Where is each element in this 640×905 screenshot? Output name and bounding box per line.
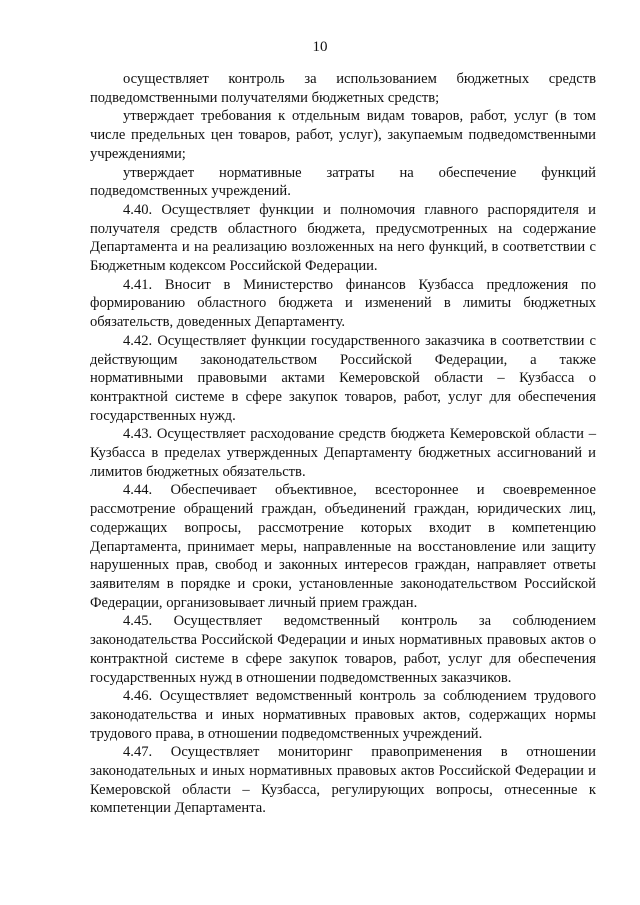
document-body bbox=[90, 70, 596, 818]
paragraph-4-46: 4.46. Осуществляет ведомственный контроль за соблюдением трудового законодательства и иных нормативных правовых актов, содержащих нормы трудового права, в отношении подведомственных учреждений. bbox=[90, 688, 596, 742]
paragraph-procurement-requirements: утверждает требования к отдельным видам товаров, работ, услуг (в том числе предельных цен товаров, работ, услуг), закупаемым подведомственными учреждениями; bbox=[90, 108, 596, 162]
paragraph-4-44: 4.44. Обеспечивает объективное, всестороннее и своевременное рассмотрение обращений граждан, объединений граждан, юридических лиц, содержащих вопросы, рассмотрение которых входит в компетенцию Департамента, принимает меры, направленные на восстановление или защиту нарушенных прав, свобод и законных интересов граждан, направляет ответы заявителям в порядке и сроки, установленные законодательством Российской Федерации, организовывает личный прием граждан. bbox=[90, 482, 596, 611]
paragraph-normative-costs: утверждает нормативные затраты на обеспечение функций подведомственных учреждений. bbox=[90, 164, 596, 200]
paragraph-4-40: 4.40. Осуществляет функции и полномочия главного распорядителя и получателя средств областного бюджета, предусмотренных на содержание Департамента и на реализацию возложенных на него функций, в соответствии с Бюджетным кодексом Российской Федерации. bbox=[90, 201, 596, 275]
paragraph-4-41: 4.41. Вносит в Министерство финансов Кузбасса предложения по формированию областного бюджета и изменений в лимиты бюджетных обязательств, доведенных Департаменту. bbox=[90, 276, 596, 331]
page-number: 10 bbox=[312, 39, 328, 55]
paragraph-4-43: 4.43. Осуществляет расходование средств бюджета Кемеровской области – Кузбасса в пределах утвержденных Департаменту бюджетных ассигнований и лимитов бюджетных обязательств. bbox=[90, 426, 596, 480]
paragraph-4-42: 4.42. Осуществляет функции государственного заказчика в соответствии с действующим законодательством Российской Федерации, а также нормативными правовыми актами Кемеровской области – Кузбасса о контрактной системе в сфере закупок товаров, работ, услуг для обеспечения государственных нужд. bbox=[90, 332, 596, 424]
paragraph-budget-control: осуществляет контроль за использованием бюджетных средств подведомственными получателями бюджетных средств; bbox=[90, 71, 596, 106]
paragraph-4-45: 4.45. Осуществляет ведомственный контроль за соблюдением законодательства Российской Федерации и иных нормативных правовых актов о контрактной системе в сфере закупок товаров, работ, услуг для обеспечения государственных нужд в отношении подведомственных заказчиков. bbox=[90, 613, 596, 686]
paragraph-4-47: 4.47. Осуществляет мониторинг правоприменения в отношении законодательных и иных нормативных правовых актов Российской Федерации и Кемеровской области – Кузбасса, регулирующих вопросы, отнесенные к компетенции Департамента. bbox=[90, 744, 596, 817]
